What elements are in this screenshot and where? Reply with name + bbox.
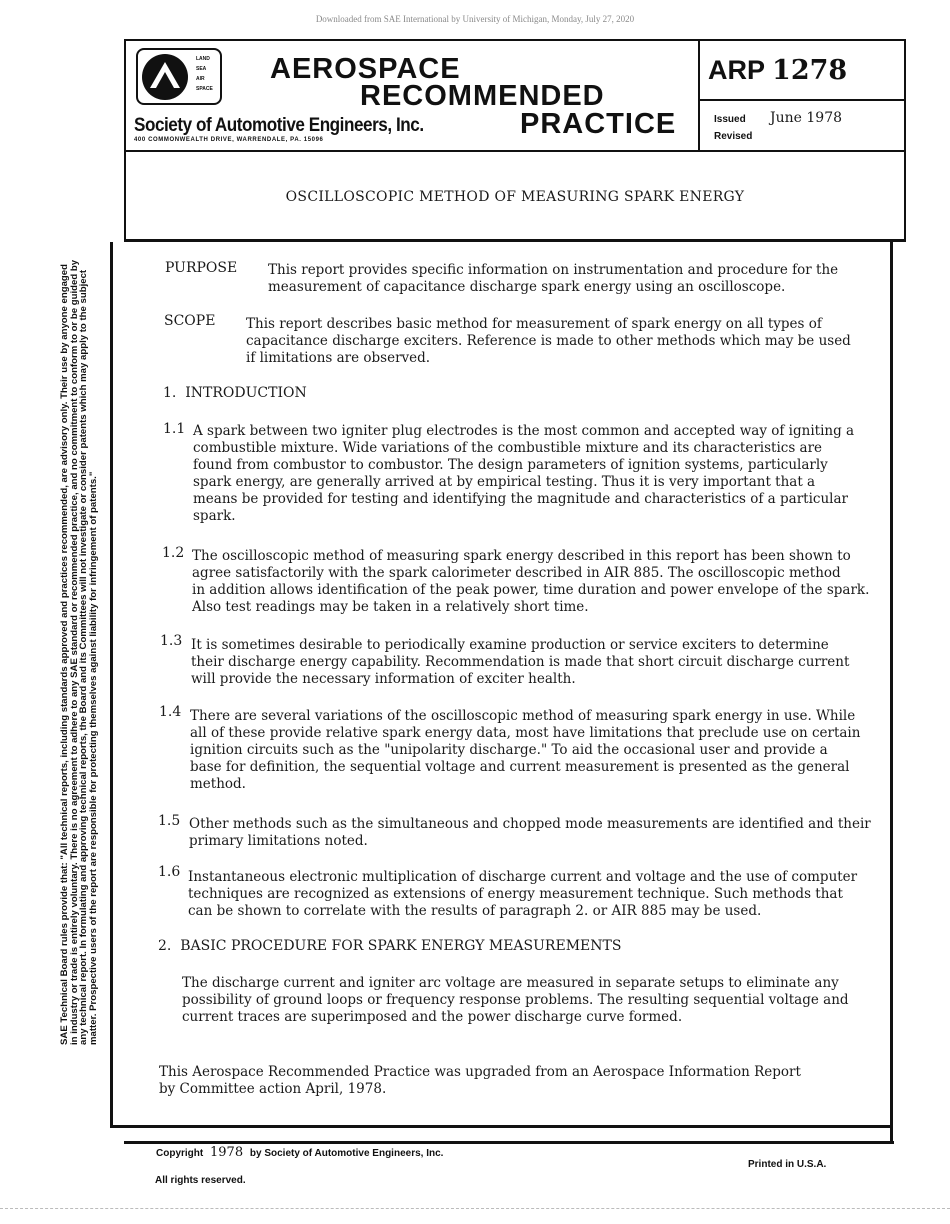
text-line: base for definition, the sequential voltage and current measurement is presented as the general — [190, 759, 850, 775]
text-line: This report provides specific information on instrumentation and procedure for the — [268, 262, 839, 278]
text-line: This report describes basic method for measurement of spark energy on all types of — [246, 316, 822, 332]
frame-border — [124, 1141, 894, 1144]
section-number: 2. — [158, 938, 172, 954]
text-line: by Committee action April, 1978. — [159, 1081, 387, 1097]
text-line: techniques are recognized as extensions of energy measurement technique. Such methods that — [188, 886, 843, 902]
download-note: Downloaded from SAE International by University of Michigan, Monday, July 27, 2020 — [315, 14, 635, 24]
paragraph-1-2 — [192, 548, 869, 616]
paragraph-1-1 — [193, 423, 854, 525]
header-divider — [698, 39, 700, 152]
doc-prefix: ARP — [708, 55, 765, 85]
text-line: can be shown to correlate with the results of paragraph 2. or AIR 885 may be used. — [188, 903, 762, 919]
issued-date: June 1978 — [770, 110, 843, 126]
paragraph-1-3 — [191, 637, 849, 688]
section-2-text — [182, 975, 849, 1026]
text-line: method. — [190, 776, 246, 792]
text-line: primary limitations noted. — [189, 833, 368, 849]
paragraph-number: 1.4 — [159, 704, 182, 720]
header-title-line3: PRACTICE — [520, 108, 677, 140]
notice-line: any technical report. In formulating and approving technical reports, the Board and its Committees will not investigate or consider patents which may apply to the subject — [78, 269, 90, 1045]
notice-line: SAE Technical Board rules provide that: "All technical reports, including standards approved and practices recommended, are advisory only. Their use by anyone engaged — [59, 264, 70, 1045]
purpose-text — [268, 262, 838, 296]
text-line: means be provided for testing and identifying the magnitude and characteristics of a particular — [193, 491, 848, 507]
text-line: The discharge current and igniter arc voltage are measured in separate setups to eliminate any — [182, 975, 839, 991]
logo-emblem-icon — [142, 54, 188, 100]
frame-border — [110, 242, 113, 1126]
logo-word: AIR — [196, 76, 205, 82]
section-heading — [158, 938, 621, 954]
scan-edge-divider — [0, 1208, 950, 1210]
rights-reserved: All rights reserved. — [155, 1175, 246, 1186]
org-name: Society of Automotive Engineers, Inc. — [134, 115, 424, 136]
notice-line: matter. Prospective users of the report are responsible for protecting themselves against liability for infringement of patents." — [88, 471, 100, 1045]
text-line: There are several variations of the oscilloscopic method of measuring spark energy in use. While — [190, 708, 856, 724]
paragraph-number: 1.1 — [163, 421, 186, 437]
text-line: if limitations are observed. — [246, 350, 431, 366]
frame-border — [110, 1125, 893, 1128]
org-address: 400 COMMONWEALTH DRIVE, WARRENDALE, PA. 15096 — [134, 137, 324, 143]
text-line: combustible mixture. Wide variations of the combustible mixture and its characteristics are — [193, 440, 823, 456]
text-line: all of these provide relative spark energy data, most have limitations that preclude use on certain — [190, 725, 861, 741]
header-divider — [698, 99, 906, 101]
text-line: A spark between two igniter plug electrodes is the most common and accepted way of igniting a — [193, 423, 855, 439]
text-line: The oscilloscopic method of measuring spark energy described in this report has been shown to — [192, 548, 851, 564]
paragraph-1-5 — [189, 816, 871, 850]
paragraph-1-4 — [190, 708, 860, 793]
text-line: Also test readings may be taken in a relatively short time. — [192, 599, 589, 615]
text-line: spark energy, are generally arrived at by empirical testing. Thus it is very important that a — [193, 474, 816, 490]
printed-in: Printed in U.S.A. — [748, 1159, 827, 1170]
upgrade-note — [159, 1064, 801, 1098]
text-line: It is sometimes desirable to periodically examine production or service exciters to determine — [191, 637, 829, 653]
copyright-line — [156, 1145, 443, 1160]
text-line: measurement of capacitance discharge spark energy using an oscilloscope. — [268, 279, 786, 295]
doc-number — [708, 55, 847, 86]
text-line: current traces are superimposed and the power discharge curve formed. — [182, 1009, 683, 1025]
document-title: OSCILLOSCOPIC METHOD OF MEASURING SPARK ENERGY — [285, 189, 745, 205]
text-line: spark. — [193, 508, 236, 524]
section-number: 1. — [163, 385, 177, 401]
header-title-line2: RECOMMENDED — [360, 80, 605, 112]
sae-logo — [136, 48, 222, 105]
section-title: INTRODUCTION — [185, 385, 307, 401]
issued-label: Issued — [714, 114, 746, 125]
copyright-year: 1978 — [210, 1145, 244, 1160]
paragraph-number: 1.2 — [162, 545, 185, 561]
revised-label: Revised — [714, 131, 753, 142]
text-line: found from combustor to combustor. The design parameters of ignition systems, particularly — [193, 457, 828, 473]
text-line: Instantaneous electronic multiplication of discharge current and voltage and the use of computer — [188, 869, 858, 885]
paragraph-number: 1.6 — [158, 864, 181, 880]
copyright-prefix: Copyright — [156, 1148, 204, 1159]
text-line: their discharge energy capability. Recommendation is made that short circuit discharge current — [191, 654, 850, 670]
paragraph-1-6 — [188, 869, 857, 920]
logo-word: LAND — [196, 56, 210, 62]
paragraph-number: 1.5 — [158, 813, 181, 829]
scope-label: SCOPE — [164, 313, 216, 329]
logo-word: SEA — [196, 66, 207, 72]
header-title-line1: AEROSPACE — [270, 53, 461, 85]
doc-number-value: 1278 — [772, 55, 848, 86]
text-line: agree satisfactorily with the spark calorimeter described in AIR 885. The oscilloscopic method — [192, 565, 841, 581]
text-line: This Aerospace Recommended Practice was upgraded from an Aerospace Information Report — [159, 1064, 801, 1080]
copyright-holder: by Society of Automotive Engineers, Inc. — [249, 1148, 444, 1159]
text-line: Other methods such as the simultaneous and chopped mode measurements are identified and their — [189, 816, 871, 832]
text-line: possibility of ground loops or frequency response problems. The resulting sequential voltage and — [182, 992, 849, 1008]
frame-border — [890, 242, 893, 1144]
section-title: BASIC PROCEDURE FOR SPARK ENERGY MEASUREMENTS — [180, 938, 622, 954]
notice-line: in industry or trade is entirely voluntary. There is no agreement to adhere to any SAE standard or recommended practice, and no commitment to conform to or be guided by — [68, 259, 80, 1045]
purpose-label: PURPOSE — [165, 260, 238, 276]
paragraph-number: 1.3 — [160, 633, 183, 649]
section-heading — [163, 385, 307, 401]
logo-word: SPACE — [196, 86, 213, 92]
scope-text — [246, 316, 851, 367]
text-line: in addition allows identification of the peak power, time duration and power envelope of the spark. — [192, 582, 870, 598]
text-line: ignition circuits such as the "unipolarity discharge." To aid the occasional user and provide a — [190, 742, 828, 758]
text-line: will provide the necessary information of exciter health. — [191, 671, 576, 687]
text-line: capacitance discharge exciters. Reference is made to other methods which may be used — [246, 333, 851, 349]
